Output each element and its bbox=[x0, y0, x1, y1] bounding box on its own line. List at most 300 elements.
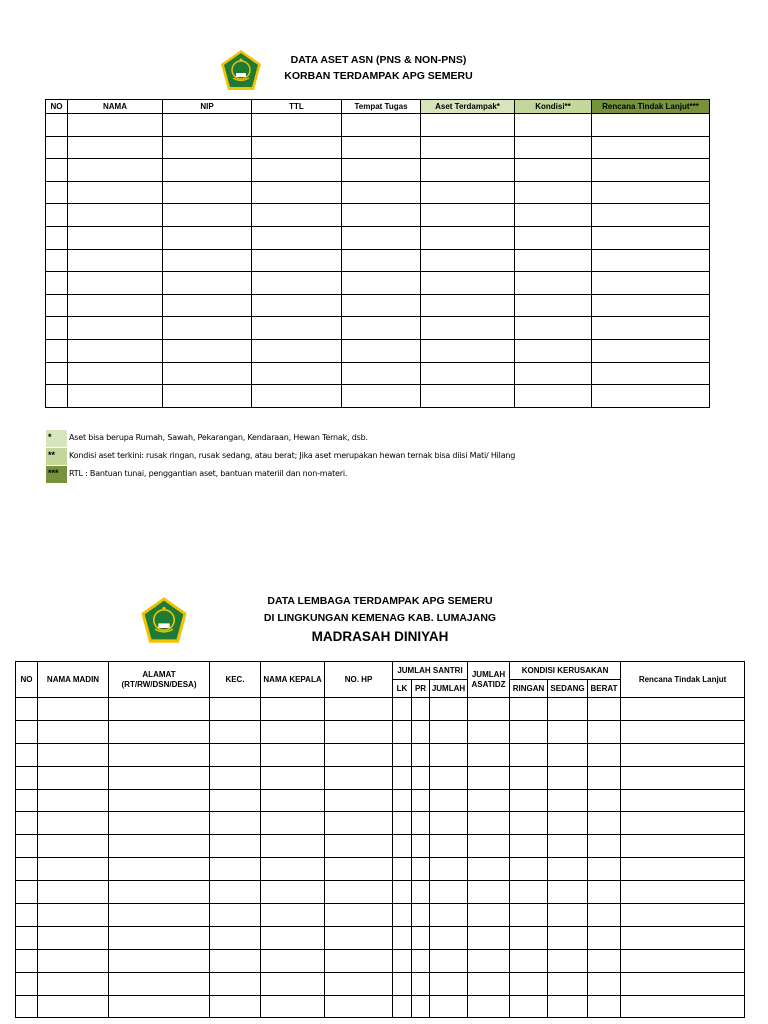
table-cell[interactable] bbox=[68, 385, 163, 408]
table-cell[interactable] bbox=[592, 226, 710, 249]
table-cell[interactable] bbox=[163, 181, 252, 204]
table-cell[interactable] bbox=[588, 995, 621, 1018]
table-cell[interactable] bbox=[393, 858, 412, 881]
table-cell[interactable] bbox=[592, 339, 710, 362]
table-cell[interactable] bbox=[38, 949, 109, 972]
table-cell[interactable] bbox=[210, 995, 261, 1018]
table-cell[interactable] bbox=[592, 114, 710, 137]
table-cell[interactable] bbox=[588, 881, 621, 904]
table-cell[interactable] bbox=[412, 949, 430, 972]
table-cell[interactable] bbox=[588, 858, 621, 881]
table-cell[interactable] bbox=[210, 812, 261, 835]
table-cell[interactable] bbox=[109, 904, 210, 927]
table-cell[interactable] bbox=[412, 904, 430, 927]
table-cell[interactable] bbox=[46, 339, 68, 362]
table-cell[interactable] bbox=[548, 926, 588, 949]
table-cell[interactable] bbox=[68, 294, 163, 317]
table-cell[interactable] bbox=[592, 249, 710, 272]
table-cell[interactable] bbox=[430, 835, 468, 858]
table-cell[interactable] bbox=[210, 720, 261, 743]
table-cell[interactable] bbox=[342, 204, 421, 227]
table-cell[interactable] bbox=[325, 743, 393, 766]
table-cell[interactable] bbox=[46, 204, 68, 227]
table-cell[interactable] bbox=[46, 181, 68, 204]
table-cell[interactable] bbox=[510, 766, 548, 789]
table-cell[interactable] bbox=[510, 995, 548, 1018]
table-cell[interactable] bbox=[421, 294, 515, 317]
table-cell[interactable] bbox=[325, 904, 393, 927]
table-cell[interactable] bbox=[252, 226, 342, 249]
table-cell[interactable] bbox=[109, 720, 210, 743]
table-cell[interactable] bbox=[548, 995, 588, 1018]
table-cell[interactable] bbox=[592, 136, 710, 159]
table-cell[interactable] bbox=[163, 294, 252, 317]
table-cell[interactable] bbox=[109, 972, 210, 995]
table-cell[interactable] bbox=[342, 317, 421, 340]
table-cell[interactable] bbox=[515, 317, 592, 340]
table-cell[interactable] bbox=[210, 743, 261, 766]
table-cell[interactable] bbox=[421, 385, 515, 408]
table-cell[interactable] bbox=[252, 272, 342, 295]
table-cell[interactable] bbox=[588, 926, 621, 949]
table-cell[interactable] bbox=[68, 159, 163, 182]
table-cell[interactable] bbox=[261, 858, 325, 881]
table-cell[interactable] bbox=[252, 204, 342, 227]
table-cell[interactable] bbox=[430, 812, 468, 835]
table-cell[interactable] bbox=[588, 743, 621, 766]
table-cell[interactable] bbox=[38, 881, 109, 904]
table-cell[interactable] bbox=[621, 743, 745, 766]
table-cell[interactable] bbox=[342, 339, 421, 362]
table-cell[interactable] bbox=[252, 249, 342, 272]
table-cell[interactable] bbox=[592, 362, 710, 385]
table-cell[interactable] bbox=[430, 698, 468, 721]
table-cell[interactable] bbox=[109, 698, 210, 721]
table-cell[interactable] bbox=[621, 995, 745, 1018]
table-cell[interactable] bbox=[421, 362, 515, 385]
table-cell[interactable] bbox=[210, 766, 261, 789]
table-cell[interactable] bbox=[38, 995, 109, 1018]
table-cell[interactable] bbox=[510, 720, 548, 743]
table-cell[interactable] bbox=[510, 698, 548, 721]
table-cell[interactable] bbox=[468, 949, 510, 972]
table-cell[interactable] bbox=[592, 181, 710, 204]
table-cell[interactable] bbox=[252, 114, 342, 137]
table-cell[interactable] bbox=[412, 881, 430, 904]
table-cell[interactable] bbox=[38, 766, 109, 789]
table-cell[interactable] bbox=[261, 926, 325, 949]
table-cell[interactable] bbox=[109, 995, 210, 1018]
table-cell[interactable] bbox=[16, 904, 38, 927]
table-cell[interactable] bbox=[430, 949, 468, 972]
table-cell[interactable] bbox=[325, 881, 393, 904]
table-cell[interactable] bbox=[109, 858, 210, 881]
table-cell[interactable] bbox=[515, 385, 592, 408]
table-cell[interactable] bbox=[510, 835, 548, 858]
table-cell[interactable] bbox=[252, 317, 342, 340]
table-cell[interactable] bbox=[325, 995, 393, 1018]
table-cell[interactable] bbox=[68, 114, 163, 137]
table-cell[interactable] bbox=[38, 698, 109, 721]
table-cell[interactable] bbox=[16, 698, 38, 721]
table-cell[interactable] bbox=[210, 789, 261, 812]
table-cell[interactable] bbox=[16, 972, 38, 995]
table-cell[interactable] bbox=[412, 812, 430, 835]
table-cell[interactable] bbox=[393, 789, 412, 812]
table-cell[interactable] bbox=[468, 858, 510, 881]
table-cell[interactable] bbox=[430, 789, 468, 812]
table-cell[interactable] bbox=[548, 720, 588, 743]
table-cell[interactable] bbox=[210, 881, 261, 904]
table-cell[interactable] bbox=[421, 181, 515, 204]
table-cell[interactable] bbox=[548, 972, 588, 995]
table-cell[interactable] bbox=[621, 720, 745, 743]
table-cell[interactable] bbox=[342, 362, 421, 385]
table-cell[interactable] bbox=[515, 339, 592, 362]
table-cell[interactable] bbox=[548, 904, 588, 927]
table-cell[interactable] bbox=[430, 743, 468, 766]
table-cell[interactable] bbox=[261, 972, 325, 995]
table-cell[interactable] bbox=[468, 904, 510, 927]
table-cell[interactable] bbox=[412, 835, 430, 858]
table-cell[interactable] bbox=[548, 789, 588, 812]
table-cell[interactable] bbox=[342, 226, 421, 249]
table-cell[interactable] bbox=[163, 204, 252, 227]
table-cell[interactable] bbox=[412, 766, 430, 789]
table-cell[interactable] bbox=[68, 272, 163, 295]
table-cell[interactable] bbox=[46, 294, 68, 317]
table-cell[interactable] bbox=[210, 698, 261, 721]
table-cell[interactable] bbox=[68, 226, 163, 249]
table-cell[interactable] bbox=[210, 972, 261, 995]
table-cell[interactable] bbox=[588, 904, 621, 927]
table-cell[interactable] bbox=[548, 858, 588, 881]
table-cell[interactable] bbox=[342, 114, 421, 137]
table-cell[interactable] bbox=[393, 812, 412, 835]
table-cell[interactable] bbox=[430, 766, 468, 789]
table-cell[interactable] bbox=[421, 136, 515, 159]
table-cell[interactable] bbox=[430, 720, 468, 743]
table-cell[interactable] bbox=[325, 766, 393, 789]
table-cell[interactable] bbox=[261, 743, 325, 766]
table-cell[interactable] bbox=[510, 789, 548, 812]
table-cell[interactable] bbox=[412, 698, 430, 721]
table-cell[interactable] bbox=[515, 114, 592, 137]
table-cell[interactable] bbox=[548, 949, 588, 972]
table-cell[interactable] bbox=[16, 858, 38, 881]
table-cell[interactable] bbox=[68, 317, 163, 340]
table-cell[interactable] bbox=[46, 385, 68, 408]
table-cell[interactable] bbox=[468, 995, 510, 1018]
table-cell[interactable] bbox=[510, 881, 548, 904]
table-cell[interactable] bbox=[510, 858, 548, 881]
table-cell[interactable] bbox=[16, 743, 38, 766]
table-cell[interactable] bbox=[548, 743, 588, 766]
table-cell[interactable] bbox=[342, 385, 421, 408]
table-cell[interactable] bbox=[342, 136, 421, 159]
table-cell[interactable] bbox=[393, 720, 412, 743]
table-cell[interactable] bbox=[588, 949, 621, 972]
table-cell[interactable] bbox=[430, 904, 468, 927]
table-cell[interactable] bbox=[68, 249, 163, 272]
table-cell[interactable] bbox=[588, 720, 621, 743]
table-cell[interactable] bbox=[468, 972, 510, 995]
table-cell[interactable] bbox=[210, 949, 261, 972]
table-cell[interactable] bbox=[46, 272, 68, 295]
table-cell[interactable] bbox=[592, 159, 710, 182]
table-cell[interactable] bbox=[16, 995, 38, 1018]
table-cell[interactable] bbox=[46, 362, 68, 385]
table-cell[interactable] bbox=[393, 972, 412, 995]
table-cell[interactable] bbox=[430, 926, 468, 949]
table-cell[interactable] bbox=[342, 159, 421, 182]
table-cell[interactable] bbox=[68, 136, 163, 159]
table-cell[interactable] bbox=[38, 926, 109, 949]
table-cell[interactable] bbox=[38, 743, 109, 766]
table-cell[interactable] bbox=[16, 812, 38, 835]
table-cell[interactable] bbox=[468, 881, 510, 904]
table-cell[interactable] bbox=[592, 385, 710, 408]
table-cell[interactable] bbox=[621, 949, 745, 972]
table-cell[interactable] bbox=[412, 995, 430, 1018]
table-cell[interactable] bbox=[393, 904, 412, 927]
table-cell[interactable] bbox=[468, 743, 510, 766]
table-cell[interactable] bbox=[510, 904, 548, 927]
table-cell[interactable] bbox=[163, 136, 252, 159]
table-cell[interactable] bbox=[325, 789, 393, 812]
table-cell[interactable] bbox=[515, 181, 592, 204]
table-cell[interactable] bbox=[109, 835, 210, 858]
table-cell[interactable] bbox=[163, 362, 252, 385]
table-cell[interactable] bbox=[393, 766, 412, 789]
table-cell[interactable] bbox=[325, 949, 393, 972]
table-cell[interactable] bbox=[588, 812, 621, 835]
table-cell[interactable] bbox=[163, 114, 252, 137]
table-cell[interactable] bbox=[393, 926, 412, 949]
table-cell[interactable] bbox=[46, 317, 68, 340]
table-cell[interactable] bbox=[468, 698, 510, 721]
table-cell[interactable] bbox=[430, 858, 468, 881]
table-cell[interactable] bbox=[252, 385, 342, 408]
table-cell[interactable] bbox=[38, 904, 109, 927]
table-cell[interactable] bbox=[430, 881, 468, 904]
table-cell[interactable] bbox=[421, 226, 515, 249]
table-cell[interactable] bbox=[163, 249, 252, 272]
table-cell[interactable] bbox=[252, 294, 342, 317]
table-cell[interactable] bbox=[621, 881, 745, 904]
table-cell[interactable] bbox=[393, 835, 412, 858]
table-cell[interactable] bbox=[468, 720, 510, 743]
table-cell[interactable] bbox=[16, 949, 38, 972]
table-cell[interactable] bbox=[109, 926, 210, 949]
table-cell[interactable] bbox=[621, 904, 745, 927]
table-cell[interactable] bbox=[621, 858, 745, 881]
table-cell[interactable] bbox=[252, 339, 342, 362]
table-cell[interactable] bbox=[68, 204, 163, 227]
table-cell[interactable] bbox=[16, 926, 38, 949]
table-cell[interactable] bbox=[468, 812, 510, 835]
table-cell[interactable] bbox=[261, 881, 325, 904]
table-cell[interactable] bbox=[38, 812, 109, 835]
table-cell[interactable] bbox=[393, 743, 412, 766]
table-cell[interactable] bbox=[163, 385, 252, 408]
table-cell[interactable] bbox=[412, 926, 430, 949]
table-cell[interactable] bbox=[412, 720, 430, 743]
table-cell[interactable] bbox=[515, 294, 592, 317]
table-cell[interactable] bbox=[393, 881, 412, 904]
table-cell[interactable] bbox=[430, 972, 468, 995]
table-cell[interactable] bbox=[261, 812, 325, 835]
table-cell[interactable] bbox=[261, 720, 325, 743]
table-cell[interactable] bbox=[412, 858, 430, 881]
table-cell[interactable] bbox=[210, 926, 261, 949]
table-cell[interactable] bbox=[621, 812, 745, 835]
table-cell[interactable] bbox=[468, 835, 510, 858]
table-cell[interactable] bbox=[621, 789, 745, 812]
table-cell[interactable] bbox=[261, 698, 325, 721]
table-cell[interactable] bbox=[163, 317, 252, 340]
table-cell[interactable] bbox=[252, 136, 342, 159]
table-cell[interactable] bbox=[325, 698, 393, 721]
table-cell[interactable] bbox=[515, 362, 592, 385]
table-cell[interactable] bbox=[548, 881, 588, 904]
table-cell[interactable] bbox=[468, 926, 510, 949]
table-cell[interactable] bbox=[468, 766, 510, 789]
table-cell[interactable] bbox=[325, 812, 393, 835]
table-cell[interactable] bbox=[592, 294, 710, 317]
table-cell[interactable] bbox=[261, 904, 325, 927]
table-cell[interactable] bbox=[421, 114, 515, 137]
table-cell[interactable] bbox=[163, 226, 252, 249]
table-cell[interactable] bbox=[592, 204, 710, 227]
table-cell[interactable] bbox=[210, 858, 261, 881]
table-cell[interactable] bbox=[261, 995, 325, 1018]
table-cell[interactable] bbox=[588, 698, 621, 721]
table-cell[interactable] bbox=[38, 972, 109, 995]
table-cell[interactable] bbox=[515, 136, 592, 159]
table-cell[interactable] bbox=[38, 835, 109, 858]
table-cell[interactable] bbox=[252, 159, 342, 182]
table-cell[interactable] bbox=[342, 272, 421, 295]
table-cell[interactable] bbox=[548, 835, 588, 858]
table-cell[interactable] bbox=[393, 949, 412, 972]
table-cell[interactable] bbox=[412, 743, 430, 766]
table-cell[interactable] bbox=[163, 339, 252, 362]
table-cell[interactable] bbox=[393, 698, 412, 721]
table-cell[interactable] bbox=[430, 995, 468, 1018]
table-cell[interactable] bbox=[109, 789, 210, 812]
table-cell[interactable] bbox=[16, 835, 38, 858]
table-cell[interactable] bbox=[16, 766, 38, 789]
table-cell[interactable] bbox=[588, 766, 621, 789]
table-cell[interactable] bbox=[548, 812, 588, 835]
table-cell[interactable] bbox=[325, 972, 393, 995]
table-cell[interactable] bbox=[109, 812, 210, 835]
table-cell[interactable] bbox=[421, 204, 515, 227]
table-cell[interactable] bbox=[163, 272, 252, 295]
table-cell[interactable] bbox=[588, 835, 621, 858]
table-cell[interactable] bbox=[325, 926, 393, 949]
table-cell[interactable] bbox=[592, 272, 710, 295]
table-cell[interactable] bbox=[421, 159, 515, 182]
table-cell[interactable] bbox=[421, 339, 515, 362]
table-cell[interactable] bbox=[515, 226, 592, 249]
table-cell[interactable] bbox=[68, 362, 163, 385]
table-cell[interactable] bbox=[510, 926, 548, 949]
table-cell[interactable] bbox=[468, 789, 510, 812]
table-cell[interactable] bbox=[548, 698, 588, 721]
table-cell[interactable] bbox=[16, 789, 38, 812]
table-cell[interactable] bbox=[412, 789, 430, 812]
table-cell[interactable] bbox=[588, 972, 621, 995]
table-cell[interactable] bbox=[109, 766, 210, 789]
table-cell[interactable] bbox=[109, 949, 210, 972]
table-cell[interactable] bbox=[68, 339, 163, 362]
table-cell[interactable] bbox=[621, 926, 745, 949]
table-cell[interactable] bbox=[592, 317, 710, 340]
table-cell[interactable] bbox=[109, 881, 210, 904]
table-cell[interactable] bbox=[342, 181, 421, 204]
table-cell[interactable] bbox=[38, 720, 109, 743]
table-cell[interactable] bbox=[510, 949, 548, 972]
table-cell[interactable] bbox=[210, 835, 261, 858]
table-cell[interactable] bbox=[621, 835, 745, 858]
table-cell[interactable] bbox=[421, 272, 515, 295]
table-cell[interactable] bbox=[163, 159, 252, 182]
table-cell[interactable] bbox=[261, 949, 325, 972]
table-cell[interactable] bbox=[515, 204, 592, 227]
table-cell[interactable] bbox=[621, 698, 745, 721]
table-cell[interactable] bbox=[252, 181, 342, 204]
table-cell[interactable] bbox=[510, 743, 548, 766]
table-cell[interactable] bbox=[252, 362, 342, 385]
table-cell[interactable] bbox=[16, 881, 38, 904]
table-cell[interactable] bbox=[16, 720, 38, 743]
table-cell[interactable] bbox=[548, 766, 588, 789]
table-cell[interactable] bbox=[393, 995, 412, 1018]
table-cell[interactable] bbox=[210, 904, 261, 927]
table-cell[interactable] bbox=[46, 249, 68, 272]
table-cell[interactable] bbox=[261, 835, 325, 858]
table-cell[interactable] bbox=[46, 136, 68, 159]
table-cell[interactable] bbox=[261, 766, 325, 789]
table-cell[interactable] bbox=[510, 812, 548, 835]
table-cell[interactable] bbox=[342, 294, 421, 317]
table-cell[interactable] bbox=[68, 181, 163, 204]
table-cell[interactable] bbox=[38, 789, 109, 812]
table-cell[interactable] bbox=[342, 249, 421, 272]
table-cell[interactable] bbox=[38, 858, 109, 881]
table-cell[interactable] bbox=[421, 249, 515, 272]
table-cell[interactable] bbox=[421, 317, 515, 340]
table-cell[interactable] bbox=[515, 159, 592, 182]
table-cell[interactable] bbox=[412, 972, 430, 995]
table-cell[interactable] bbox=[46, 226, 68, 249]
table-cell[interactable] bbox=[621, 766, 745, 789]
table-cell[interactable] bbox=[261, 789, 325, 812]
table-cell[interactable] bbox=[109, 743, 210, 766]
table-cell[interactable] bbox=[325, 835, 393, 858]
table-cell[interactable] bbox=[510, 972, 548, 995]
table-cell[interactable] bbox=[325, 720, 393, 743]
table-cell[interactable] bbox=[515, 249, 592, 272]
table-cell[interactable] bbox=[621, 972, 745, 995]
table-cell[interactable] bbox=[588, 789, 621, 812]
table-cell[interactable] bbox=[515, 272, 592, 295]
table-cell[interactable] bbox=[325, 858, 393, 881]
table-cell[interactable] bbox=[46, 114, 68, 137]
table-cell[interactable] bbox=[46, 159, 68, 182]
